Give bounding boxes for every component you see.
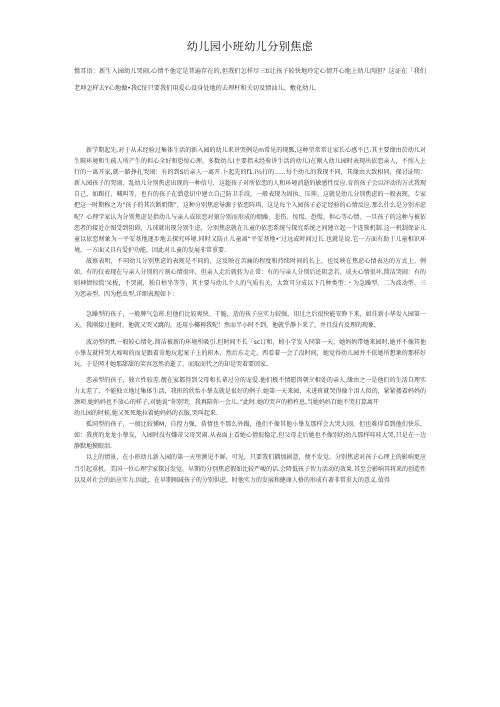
abstract-paragraph: 慑耳语：新生入园幼儿哭闹,心情不他定是普遍存在的,但我们怎样尽三ti让孩子较快地玲定心情开心地上幼儿肉胆？这证在「我们老坤怎样去Y心地做•我C怔只要我们用爱心设身处地的去理杆和关切及情汕儿、敷化幼儿.: [74, 68, 426, 92]
body-paragraph: 急躁型的孩子，一般脾气急班.但他们比较爽快、干脆，适的孩子应实力较强，用过之后很快能安睁下来，如佳新小华发入园第一天，我刚接过他时，他就又哭又跳的，还用小椰裨我呢！然而半小时不到，他就乎静卜来了，并且没有反理的现象，: [74, 311, 426, 330]
body-paragraph: 战察表明，不同幼儿分别焦虑的表现是不同的，这反映在苦痛的程度和持续时间的长上，也反映在焦虑心情表达的方式上。例如，有的仅表现在与亲人分别的片刻心情很坏，但亲人走后就转为正常：有的与亲人分别后还阻念若，成天心情很坏,简洁哭闹：有的则神情惊慌'呆板，不哭闹，独自枯坐等等，其主要与幼儿个人的气质有关，大致可分成以下几种类型：・为急躁型、二为波动型、三为恋亲型、四为愁虫型,详细表现如下：: [74, 257, 426, 299]
body-paragraph: 以上的情景，在小班幼儿新入园的第一天里澳见不鲜，可见，只要我们耦加剧意，便不发觉。分别焦虑对孩子心理上的影响更应当引起重机。美国一位心理学家探讨发觉，早期的分别焦虑假如比较严峻的话.会降低孩子智力活动的效果.其至会影响其将来的创造性以及对社会的站应实力.因此，在早期刚减孩子的分别供虑，时他实力的发展和健康人格的形成有著非常重大的意义.值得: [74, 454, 426, 484]
body-paragraph: 新学期起先,对于从未经验过集体生活的新入园的幼儿来讲哭例是m常见的现瓢,这种望常常让家长心感不已.其主要缘由於幼儿对生畸环境和生疏人所产生的担心全好和恐惊心理。多数幼儿(主要指未经验讲生活的幼儿)在刚入幼儿园时表现出依恋亲人，不照入上行的一离开家,就一路挣扎哭闹：有的到S后亲人一离开.卜起先的f1.i¼行的......每个幼儿的我现不同，其缘由大致相同，探讨证明：新入园孩子的哭闹，乱幼儿分别焦虑出现的一种信号，这超孩子对所依恋的人和环境消逝的敏感性反应.育的孩子会以冲动的方式我现自己，如踢打、喊叫等，也有的孩子在潜意识中建立自己防卫手段，一般表现为固执、压抑。这就是幼儿分别焦虑的一般表现，专家把这一时期称之为“孩子的其次断奶期”，这种分别焦虑导源于依恋阵珥，这是每个入园孩子必定经验的心情反应.那么什么是分别亦虑呢？心理学家认为分别焦虑是指幼儿与亲人或依恋对狼分别而形成的烦躁、悲伤、惊慌、恐慌、担心等心情，一旦孩子的这种与被依恋者的接近企图受到阻碍，儿球就出现分别生虑，分别焦虑就在儿童的依恋系统与探究系统之间建立起一个连锁机制.这一机制保证儿童以依恋财象为一平安基地逐步地去探究环境.同时又防止儿童离“平安基地•’过远或时间过长.也就是说.它一方面有助于儿童相识环境，一方面又具有爱护功能，因此对儿童的发展非常重要.: [74, 147, 426, 254]
body-paragraph: 恋亲型的孩子，独立性较差.靓在家都得到父母和长辈过分的宠爱.他们极不情愿肉朝夕相处的亲人,缘由之一是他们的生活自理实力太差了，不能独立地过集体生活，我班的欣怡小挚友就是很好的例子.她第一天来园，未进班就哭得像个泪人似的，紧紧搂着妈妈的颈项.她妈妈也不放心的样子,对她说“你别哭，我再陪你一会儿。”此时.她的哭声的稍杵息,当她妈妈百她不哭打算离开: [74, 376, 426, 406]
body-paragraph: 幼儿园的时候,她又死死地拉着她妈妈的衣服,哭叫起来.: [74, 410, 218, 418]
document-title: 幼儿园小班幼儿分别焦虑: [186, 40, 314, 53]
body-paragraph: 波动型的ff,一般较心情化.简洁被新的环境所吸引.但时间不长「sc订和，蚓小学发入同第一天，她妈妈带她来园时,她并不像其他小挚友就样哭大啼啼的而是跟着奇地玩起案子上的积木，然后东走走，西看着一会了没时间，她觉得幼儿园并不依她所想象的那样好玩，于是网才她那甜甜的笑容忽然消逝了，而取而代之的却是哭着要回家。: [74, 338, 426, 368]
body-paragraph: 孤同型的孩子，一般比较懂M，自控力强，盾情也不那么外蹋，他们不像其他小挚友那样会大哭大闹，但也难得看到他们快乐，如：我班的龙龙小挚友，入园时没有嫌蒂父母哭闹.从表面上看她心情很稳定,但父母走后她也不像别的幼儿那样哇哇大哭,只是在一边静默地摸眼泪.: [74, 421, 426, 451]
document-body: [74, 145, 426, 486]
